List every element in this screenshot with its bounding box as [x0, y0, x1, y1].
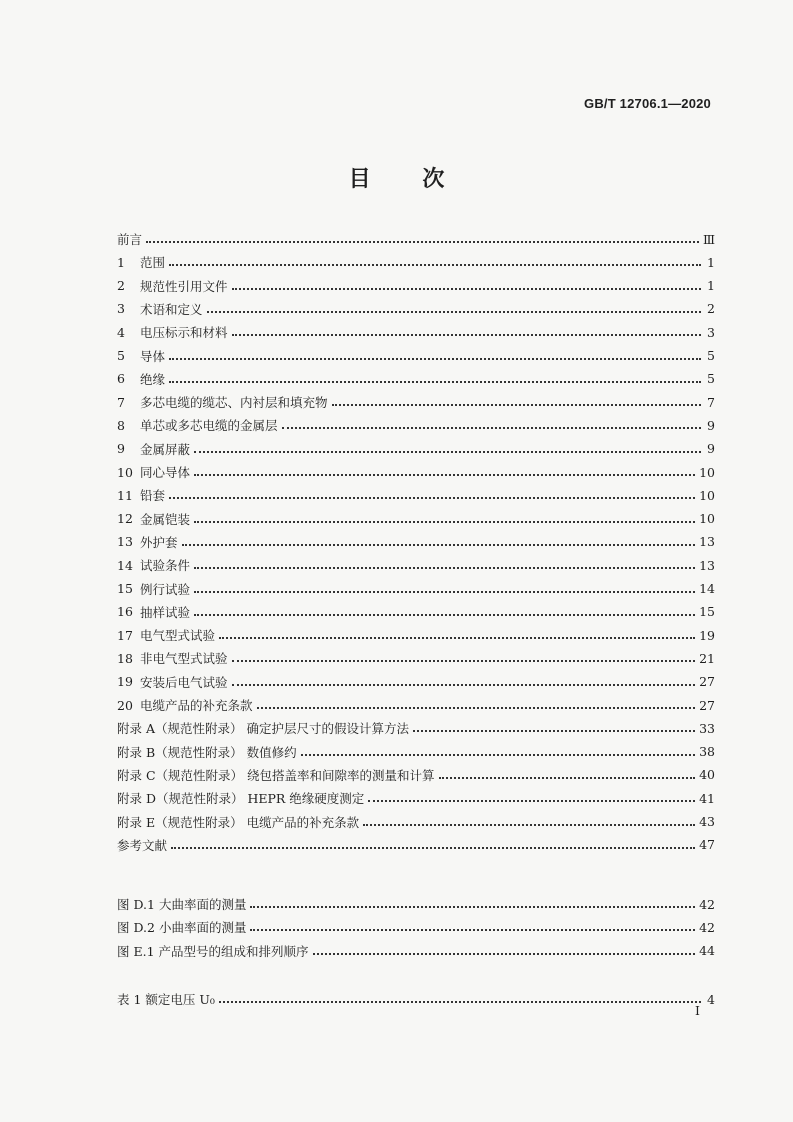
toc-entry-page: 3: [707, 324, 715, 340]
toc-entry-number: 11: [117, 487, 133, 503]
dot-leader: [194, 567, 695, 569]
toc-entry-title: 表 1 额定电压 U₀: [117, 992, 215, 1007]
toc-entry-page: 15: [699, 604, 715, 620]
toc-entry[interactable]: [117, 812, 715, 832]
toc-entry[interactable]: [117, 835, 715, 855]
dot-leader: [194, 474, 695, 476]
figure-entry[interactable]: [117, 941, 715, 961]
dot-leader: [169, 358, 701, 360]
toc-entry[interactable]: [117, 276, 715, 296]
toc-entry-page: 42: [699, 919, 715, 935]
toc-entry-title: 单芯或多芯电缆的金属层: [140, 418, 278, 434]
toc-entry[interactable]: [117, 462, 715, 482]
toc-entry-page: 5: [707, 348, 715, 363]
toc-entry-title: 同心导体: [140, 465, 191, 480]
toc-entry-title: 金属铠装: [140, 511, 191, 527]
dot-leader: [250, 906, 695, 908]
toc-entry-title: 图 D.2 小曲率面的测量: [117, 920, 247, 936]
dot-leader: [207, 311, 701, 313]
dot-leader: [169, 497, 695, 499]
dot-leader: [219, 637, 695, 639]
toc-entry-title: 抽样试验: [140, 604, 191, 620]
dot-leader: [219, 1001, 701, 1003]
toc-entry-title: 电气型式试验: [140, 628, 216, 644]
toc-entry-page: 10: [699, 487, 715, 503]
dot-leader: [171, 847, 695, 849]
toc-entry-title: 电压标示和材料: [140, 325, 228, 341]
toc-entry-title: 参考文献: [117, 837, 168, 853]
toc-entry[interactable]: [117, 485, 715, 505]
page-title: 目 次: [348, 166, 467, 192]
toc-entry-page: 27: [699, 697, 715, 713]
table-entry[interactable]: [117, 989, 715, 1009]
toc-entry-page: 27: [699, 674, 715, 690]
toc-entry-page: 9: [707, 417, 715, 433]
dot-leader: [232, 288, 701, 290]
toc-entry-page: 43: [699, 814, 715, 829]
toc-entry-title: 绝缘: [140, 371, 166, 387]
toc-entry[interactable]: [117, 648, 715, 668]
toc-entry-number: 16: [117, 604, 133, 620]
toc-entry-page: 4: [707, 991, 715, 1007]
toc-entry-page: 1: [707, 254, 715, 270]
toc-entry-title: 图 E.1 产品型号的组成和排列顺序: [117, 943, 309, 959]
toc-entry[interactable]: [117, 695, 715, 715]
toc-entry-number: 6: [117, 371, 125, 387]
dot-leader: [257, 707, 696, 709]
figure-entry[interactable]: [117, 894, 715, 914]
dot-leader: [413, 730, 695, 732]
dot-leader: [169, 381, 701, 383]
toc-entry-number: 3: [117, 301, 125, 317]
toc-entry-page: 13: [699, 557, 715, 573]
toc-entry-number: 13: [117, 534, 133, 550]
toc-entry-title: 安装后电气试验: [140, 674, 228, 690]
toc-entry-page: 21: [699, 650, 715, 666]
dot-leader: [194, 451, 701, 453]
figure-entry[interactable]: [117, 917, 715, 937]
toc-entry-number: 17: [117, 627, 133, 643]
toc-entry-page: 44: [699, 943, 715, 959]
toc-entry-page: 5: [707, 371, 715, 387]
toc-entry[interactable]: [117, 742, 715, 762]
toc-entry[interactable]: [117, 602, 715, 622]
toc-entry-title: 附录 E（规范性附录） 电缆产品的补充条款: [117, 814, 360, 830]
toc-entry-title: 试验条件: [140, 558, 191, 574]
toc-entry-number: 4: [117, 324, 125, 340]
toc-entry-title: 附录 B（规范性附录） 数值修约: [117, 744, 297, 760]
toc-entry-number: 12: [117, 511, 133, 527]
toc-entry-number: 19: [117, 674, 133, 690]
toc-entry-title: 附录 D（规范性附录） HEPR 绝缘硬度测定: [117, 791, 365, 807]
toc-entry-number: 7: [117, 394, 125, 410]
dot-leader: [182, 544, 696, 546]
dot-leader: [232, 660, 696, 662]
dot-leader: [250, 929, 695, 931]
toc-entry[interactable]: [117, 322, 715, 342]
toc-entry[interactable]: [117, 555, 715, 575]
toc-entry-page: Ⅲ: [702, 231, 715, 247]
toc-entry[interactable]: [117, 532, 715, 552]
toc-entry[interactable]: [117, 439, 715, 459]
toc-entry-page: 2: [707, 301, 715, 317]
dot-leader: [169, 264, 701, 266]
toc-entry-number: 14: [117, 557, 133, 573]
dot-leader: [439, 777, 696, 779]
toc-entry[interactable]: [117, 579, 715, 599]
toc-entry-number: 5: [117, 348, 125, 363]
toc-entry-number: 2: [117, 278, 125, 294]
toc-entry[interactable]: [117, 625, 715, 645]
dot-leader: [368, 800, 695, 802]
toc-entry-title: 多芯电缆的缆芯、内衬层和填充物: [140, 395, 328, 411]
toc-entry-title: 电缆产品的补充条款: [140, 698, 253, 713]
toc-entry-number: 8: [117, 417, 125, 433]
toc-entry-title: 附录 C（规范性附录） 绕包搭盖率和间隙率的测量和计算: [117, 767, 435, 783]
toc-entry-title: 规范性引用文件: [140, 278, 228, 294]
toc-entry-title: 导体: [140, 348, 166, 364]
toc-entry-title: 附录 A（规范性附录） 确定护层尺寸的假设计算方法: [117, 721, 409, 737]
toc-entry-number: 9: [117, 441, 125, 457]
dot-leader: [282, 427, 701, 429]
dot-leader: [232, 684, 696, 686]
toc-entry-title: 术语和定义: [140, 301, 203, 317]
dot-leader: [301, 754, 695, 756]
toc-entry[interactable]: [117, 788, 715, 808]
toc-entry-page: 14: [699, 581, 715, 596]
toc-entry-number: 18: [117, 650, 133, 666]
standard-code: GB/T 12706.1—2020: [584, 96, 711, 111]
dot-leader: [194, 521, 695, 523]
toc-entry-page: 1: [707, 278, 715, 294]
toc-entry-page: 42: [699, 896, 715, 912]
toc-entry-page: 9: [707, 441, 715, 457]
toc-entry[interactable]: [117, 252, 715, 272]
toc-entry-page: 41: [699, 790, 715, 806]
toc-entry-page: 13: [699, 534, 715, 550]
toc-entry-page: 7: [707, 394, 715, 410]
dot-leader: [313, 953, 696, 955]
toc-entry-page: 33: [699, 720, 715, 736]
dot-leader: [363, 824, 695, 826]
toc-entry-page: 10: [699, 464, 715, 480]
toc-entry-number: 20: [117, 697, 133, 713]
toc-entry-title: 例行试验: [140, 581, 191, 597]
dot-leader: [194, 614, 695, 616]
toc-entry-title: 铅套: [140, 488, 166, 504]
dot-leader: [194, 591, 695, 593]
toc-entry-title: 金属屏蔽: [140, 441, 191, 457]
toc-entry-title: 图 D.1 大曲率面的测量: [117, 897, 247, 912]
toc-entry[interactable]: [117, 718, 715, 738]
toc-entry-title: 前言: [117, 232, 143, 247]
toc-entry-page: 40: [699, 767, 715, 783]
toc-entry[interactable]: [117, 299, 715, 319]
toc-entry-title: 外护套: [140, 534, 178, 550]
toc-entry[interactable]: [117, 229, 715, 249]
toc-entry-page: 10: [699, 511, 715, 527]
toc-entry[interactable]: [117, 392, 715, 412]
toc-entry[interactable]: [117, 415, 715, 435]
toc-entry-page: 47: [699, 837, 715, 853]
toc-entry-title: 范围: [140, 255, 166, 271]
toc-entry-page: 19: [699, 627, 715, 643]
page-number: I: [695, 1003, 700, 1018]
toc-entry[interactable]: [117, 346, 715, 366]
toc-entry-number: 1: [117, 254, 125, 270]
dot-leader: [332, 404, 701, 406]
toc-entry-number: 15: [117, 581, 133, 596]
toc-entry[interactable]: [117, 765, 715, 785]
toc-entry[interactable]: [117, 509, 715, 529]
toc-entry-page: 38: [699, 744, 715, 760]
toc-entry-title: 非电气型式试验: [140, 651, 228, 667]
toc-entry[interactable]: [117, 369, 715, 389]
toc-entry[interactable]: [117, 672, 715, 692]
toc-entry-number: 10: [117, 464, 133, 480]
dot-leader: [146, 241, 699, 243]
dot-leader: [232, 334, 701, 336]
